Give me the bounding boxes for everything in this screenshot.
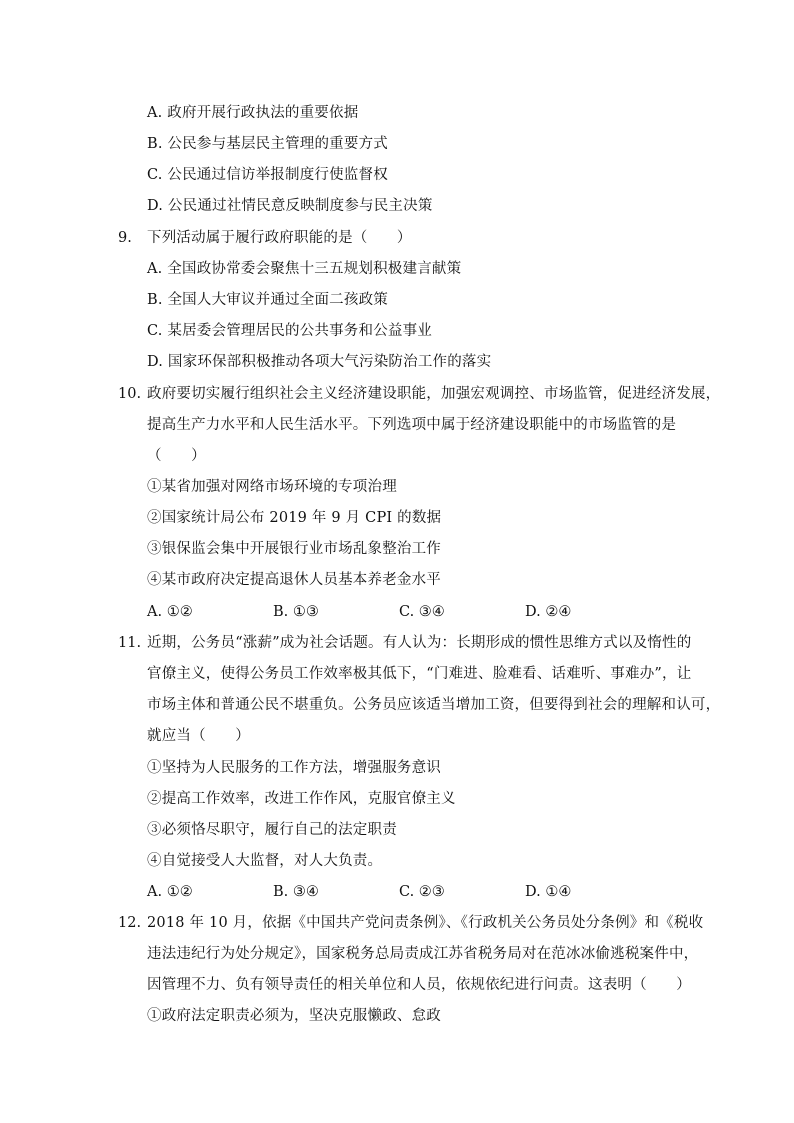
q12-stem-line-3: 因管理不力、负有领导责任的相关单位和人员，依规依纪进行问责。这表明（ ） — [147, 977, 691, 993]
q8-option-b: B. 公民参与基层民主管理的重要方式 — [147, 136, 388, 152]
q10-number: 10. — [118, 386, 142, 402]
q10-item-4: ④某市政府决定提高退休人员基本养老金水平 — [147, 572, 441, 588]
q10-choice-d: D. ②④ — [525, 604, 572, 620]
q10-choice-c: C. ③④ — [399, 604, 445, 620]
q10-item-2: ②国家统计局公布 2019 年 9 月 CPI 的数据 — [147, 510, 442, 526]
q10-stem-line-3: （ ） — [147, 448, 206, 464]
q11-number: 11. — [118, 635, 142, 651]
q8-option-c: C. 公民通过信访举报制度行使监督权 — [147, 167, 388, 183]
q8-option-a: A. 政府开展行政执法的重要依据 — [147, 105, 359, 121]
q9-option-b: B. 全国人大审议并通过全面二孩政策 — [147, 292, 388, 308]
q11-item-4: ④自觉接受人大监督，对人大负责。 — [147, 853, 383, 869]
q11-item-3: ③必须恪尽职守，履行自己的法定职责 — [147, 822, 397, 838]
q10-stem-line-2: 提高生产力水平和人民生活水平。下列选项中属于经济建设职能中的市场监管的是 — [147, 417, 677, 433]
q11-choice-c: C. ②③ — [399, 884, 445, 900]
q9-option-d: D. 国家环保部积极推动各项大气污染防治工作的落实 — [147, 354, 492, 370]
q11-stem-line-2: 官僚主义，使得公务员工作效率极其低下，“门难进、脸难看、话难听、事难办”，让 — [147, 666, 692, 682]
q9-number: 9. — [118, 230, 132, 246]
q11-stem-line-4: 就应当（ ） — [147, 728, 250, 744]
q10-stem-line-1: 政府要切实履行组织社会主义经济建设职能，加强宏观调控、市场监管，促进经济发展， — [147, 386, 721, 402]
q11-choice-d: D. ①④ — [525, 884, 572, 900]
q12-stem-line-1: 2018 年 10 月，依据《中国共产党问责条例》、《行政机关公务员处分条例》和《税收 — [147, 915, 704, 931]
q8-option-d: D. 公民通过社情民意反映制度参与民主决策 — [147, 198, 433, 214]
q12-item-1: ①政府法定职责必须为，坚决克服懒政、怠政 — [147, 1008, 441, 1024]
q11-choice-a: A. ①② — [147, 884, 193, 900]
q9-option-a: A. 全国政协常委会聚焦十三五规划积极建言献策 — [147, 261, 462, 277]
q11-item-1: ①坚持为人民服务的工作方法，增强服务意识 — [147, 760, 441, 776]
q10-item-1: ①某省加强对网络市场环境的专项治理 — [147, 479, 397, 495]
q11-choice-b: B. ③④ — [273, 884, 319, 900]
q9-stem: 下列活动属于履行政府职能的是（ ） — [147, 230, 412, 246]
q11-stem-line-3: 市场主体和普通公民不堪重负。公务员应该适当增加工资，但要得到社会的理解和认可， — [147, 697, 721, 713]
q10-choice-b: B. ①③ — [273, 604, 319, 620]
q12-stem-line-2: 违法违纪行为处分规定》，国家税务总局责成江苏省税务局对在范冰冰偷逃税案件中， — [147, 946, 699, 962]
q11-item-2: ②提高工作效率，改进工作作风，克服官僚主义 — [147, 791, 456, 807]
q10-choice-a: A. ①② — [147, 604, 193, 620]
q9-option-c: C. 某居委会管理居民的公共事务和公益事业 — [147, 323, 432, 339]
q11-stem-line-1: 近期，公务员“涨薪”成为社会话题。有人认为：长期形成的惯性思维方式以及惰性的 — [147, 635, 692, 651]
q10-item-3: ③银保监会集中开展银行业市场乱象整治工作 — [147, 541, 441, 557]
q12-number: 12. — [118, 915, 142, 931]
